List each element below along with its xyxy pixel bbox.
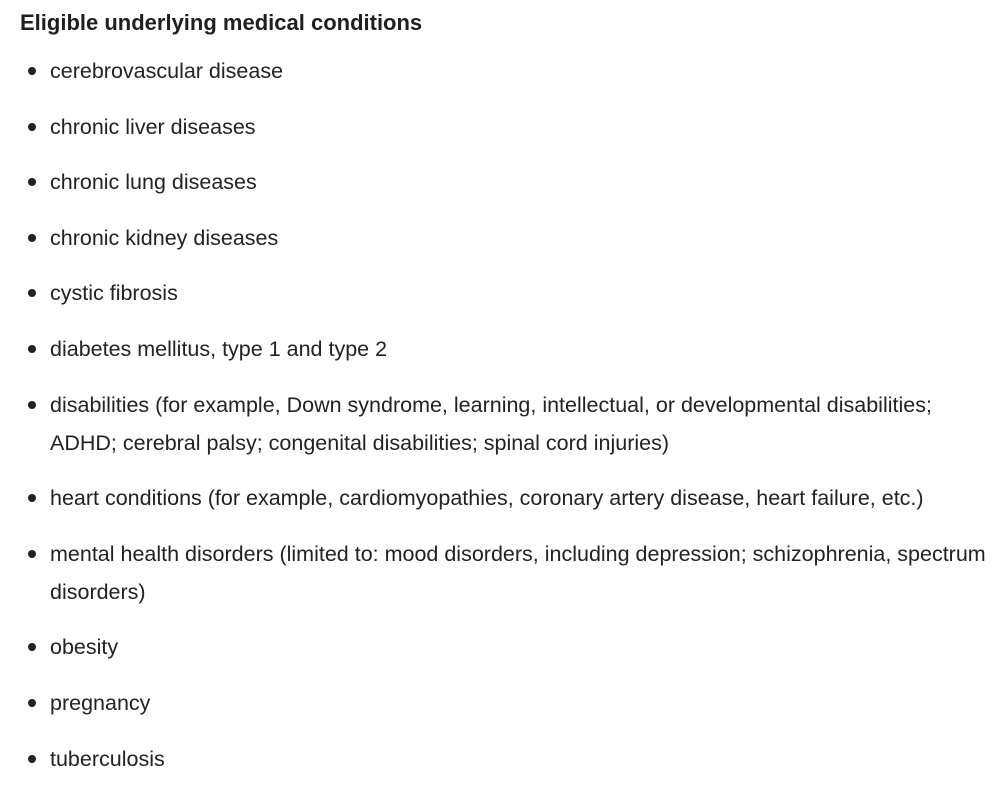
bullet-icon — [28, 67, 36, 75]
list-item — [20, 108, 990, 146]
bullet-icon — [28, 494, 36, 502]
list-item-text: cerebrovascular disease — [50, 59, 284, 83]
bullet-icon — [28, 643, 36, 651]
list-item-text: pregnancy — [50, 690, 151, 715]
list-item — [20, 386, 990, 462]
bullet-icon — [28, 699, 36, 707]
list-item-text: disabilities (for example, Down syndrome, learning, intellectual, or developmental disabilities; ADHD; cerebral palsy; congenital disabilities; spinal cord injuries) — [50, 392, 932, 455]
bullet-icon — [28, 123, 36, 131]
list-item-text: chronic lung diseases — [50, 170, 257, 195]
list-item — [20, 219, 990, 257]
list-item-text: heart conditions (for example, cardiomyopathies, coronary artery disease, heart failure, etc.) — [50, 486, 924, 511]
section-heading: Eligible underlying medical conditions — [20, 10, 423, 35]
list-item-text: mental health disorders (limited to: mood disorders, including depression; schizophrenia, spectrum disorders) — [50, 541, 986, 604]
list-item-text: obesity — [50, 635, 119, 660]
list-item-text: chronic liver diseases — [50, 114, 256, 139]
list-item — [20, 163, 990, 201]
list-item — [20, 274, 990, 312]
list-item-text: cystic fibrosis — [50, 281, 178, 306]
list-item — [20, 479, 990, 517]
list-item-text: chronic kidney diseases — [50, 225, 279, 250]
list-item — [20, 535, 990, 611]
list-item — [20, 684, 990, 722]
bullet-icon — [28, 289, 36, 297]
list-item — [20, 628, 990, 666]
list-item — [20, 740, 990, 778]
bullet-icon — [28, 401, 36, 409]
list-item-text: diabetes mellitus, type 1 and type 2 — [50, 336, 388, 361]
list-item — [20, 330, 990, 368]
bullet-icon — [28, 755, 36, 763]
list-item — [20, 52, 990, 90]
bullet-icon — [28, 550, 36, 558]
conditions-list — [20, 52, 990, 778]
conditions-section — [20, 8, 990, 795]
list-item-text: tuberculosis — [50, 746, 165, 771]
bullet-icon — [28, 345, 36, 353]
bullet-icon — [28, 178, 36, 186]
bullet-icon — [28, 234, 36, 242]
